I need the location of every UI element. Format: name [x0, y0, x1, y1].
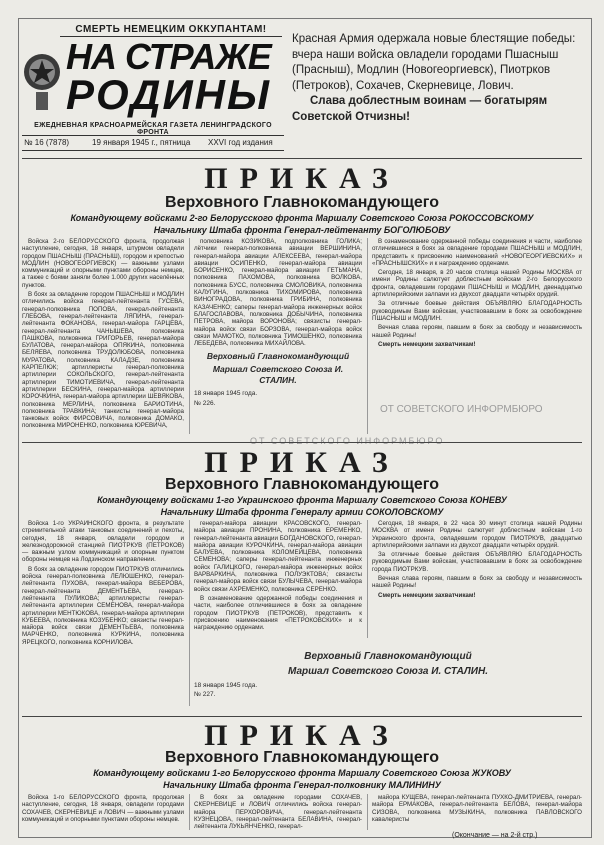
order-1-addressee: Командующему войсками 2-го Белорусского фронта Маршалу Советского Союза РОКОССОВСКОМУ — [70, 213, 534, 223]
rule-order-1 — [22, 158, 582, 159]
paragraph: полковника КОЗИКОВА, подполковника ГОЛИКА; лётчики генерал-полковника авиации ВЕРШИНИНА, генерал-майора авиации АЛЕКСЕЕВА, генерал-майора авиации ОСИПЕНКО, генерал-майора авиации БОРИСЕНКО, генерал-майора авиации ГЕТЬМАНА, полковника ПАХОМОВА, полковника ВОЛКОВА, полковника БУСС, полковника СМОЛОВИКА, полковника КАЛУГИНА, полковника ТИХОМИРОВА, полковника ВИНОГРАДОВА, полковника ГРИБИНА, полковника КАЗАЧЕНКО; саперы генерал-майора инженерных войск БЛАГОСЛАВОВА, полковника ДОБЫЧИНА, полковника ПЕТРОВА, майора ВОРОНОВА; связисты генерал-майора войск связи БОРЗОВА, генерал-майора войск связи МАМОТКО, полковника ТИМОШЕНКО, полковника ЛЕБЕДЕВА, полковника МИХАЙЛОВА. — [194, 238, 362, 348]
news-paragraph-2: Слава доблестным воинам — богатырям Советской Отчизны! — [292, 95, 548, 123]
order-date: 18 января 1945 года. — [194, 682, 258, 689]
order-2-column-2 — [194, 520, 362, 640]
order-3-addressee: Командующему войсками 1-го Белорусского фронта Маршалу Советского Союза ЖУКОВУ — [93, 768, 511, 778]
order-2-title: ПРИКАЗ — [204, 446, 400, 479]
paragraph: Смерть немецким захватчикам! — [378, 340, 476, 348]
paragraph: В ознаменование одержанной победы соединения и части, наиболее отличившиеся в боях за овладение городом ПИОТРКУВ (ПЕТРОКОВ), представить к присвоению наименования «ПЕТРОКОВСКИХ» и к награждению орденами. — [194, 594, 362, 632]
order-number: № 227. — [194, 691, 216, 699]
slogan: СМЕРТЬ НЕМЕЦКИМ ОККУПАНТАМ! — [60, 24, 282, 37]
order-2-column-3 — [372, 520, 582, 640]
paragraph: В боях за овладение городом ПИОТРКУВ отличились войска генерал-полковника ЛЕЛЮШЕНКО, генерал-лейтенанта ПУХОВА, генерал-майора ВЕБЕРОВА, генерал-лейтенанта ДЕМЕНТЬЕВА, генерал-лейтенанта ПУЛИКОВА; артиллеристы генерал-лейтенанта артиллерии СЕМЕНОВА, генерал-майора артиллерии МЕНТЮКОВА, генерал-майора артиллерии КУБЕЕВА, полковника КОЗУБЕНКО; связисты генерал-майора войск связи ДЕМЕНТЬЕВА, полковника МАРЧЕНКО, полковника КУРКИНА, полковника ЯРЕЦКОГО, полковника КОРНИЛОВА. — [22, 565, 184, 646]
paragraph: Смерть немецким захватчикам! — [378, 591, 476, 599]
paragraph: За отличные боевые действия ОБЪЯВЛЯЮ БЛАГОДАРНОСТЬ руководимым Вами войскам, участвовавшим в боях за освобождение ПШАСНЫШ и МОДЛИН. — [372, 300, 582, 322]
paragraph: майора КУЩЕВА, генерал-лейтенанта ПУХКО-ДМИТРИЕВА, генерал-майора ЕРМАКОВА, генерал-лейтенанта БЕЛОВА, генерал-майора СИЗОВА, полковника МУЗЫКИНА, полковника ПАВЛОВСКОГО кавалеристы — [372, 794, 582, 823]
rule-order-2 — [22, 442, 582, 443]
news-paragraph-1: Красная Армия одержала новые блестящие победы: вчера наши войска овладели городами Пшасныш (Прасныш), Модлин (Новогеоргиевск), Пиотрков (Петроков), Сохачев, Скерневице, Лович. — [292, 33, 576, 92]
order-2-chief: Начальнику Штаба фронта Генералу армии СОКОЛОВСКОМУ — [160, 507, 444, 517]
column-separator — [189, 520, 190, 706]
column-separator — [367, 794, 368, 830]
column-separator — [189, 794, 190, 830]
masthead-subtitle: ЕЖЕДНЕВНАЯ КРАСНОАРМЕЙСКАЯ ГАЗЕТА ЛЕНИНГРАДСКОГО ФРОНТА — [34, 122, 272, 136]
masthead-line2: РОДИНЫ — [66, 71, 271, 118]
masthead-line1: НА СТРАЖЕ — [66, 36, 271, 77]
column-separator — [189, 238, 190, 434]
order-2-subtitle: Верховного Главнокомандующего — [165, 476, 439, 493]
order-1-column-2 — [194, 238, 362, 438]
continued-note: (Окончание — на 2-й стр.) — [452, 832, 538, 839]
paragraph: В боях за овладение городом ПШАСНЫШ и МОДЛИН отличились войска генерал-лейтенанта ГУСЕВА, генерал-полковника ПОПОВА, генерал-лейтенанта ГЛЕБОВА, генерал-лейтенанта ЛЯПИНА, генерал-лейтенанта ФОКАНОВА, генерал-майора ГАРЦЕВА, генерал-лейтенанта ЧАНЫШЕВА, полковника ПАШКОВА, полковника ГРИГОРЬЕВ, генерал-майора БУЛАТОВА, генерал-майора ОПЯКИНА, полковника БЕЛЯЕВА, полковника ТРУДОЛЮБОВА, полковника МУРАТОВА, полковника КАЛАДЗЕ, полковника КАРПЕЛЮК; артиллеристы генерал-полковника артиллерии СОКОЛЬСКОГО, генерал-лейтенанта артиллерии ТИМОТИЕВИЧА, генерал-лейтенанта артиллерии БЕСКИНА, генерал-майора артиллерии КОРОЧКИНА, генерал-майора артиллерии ШЕВЯКОВА, полковника МЕРЛИНА, полковника БАРИОТИНА, полковника ТРАВКИНА; танкисты генерал-майора танковых войск ФИРСОВИЧА, полковника ДОМАКО, полковника МИРОНЕНКО, полковника ЮРЕВИЧА, — [22, 291, 184, 430]
signature-name: Маршал Советского Союза И. СТАЛИН. — [288, 666, 488, 677]
order-2-column-1 — [22, 520, 184, 710]
signature-title: Верховный Главнокомандующий — [304, 651, 472, 662]
paragraph: Сегодня, 18 января, в 20 часов столица нашей Родины МОСКВА от имени Родины салютует доблестным войскам 2-го Белорусского фронта, овладевшим городами ПШАСНЫШ и МОДЛИН, двенадцатью артиллерийскими залпами из двухсот двадцати четырёх орудий. — [372, 269, 582, 299]
paragraph: Войска 2-го БЕЛОРУССКОГО фронта, продолжая наступление, сегодня, 18 января, штурмом овладели городом ПШАСНЫШ (ПРАСНЫШ), городом и крепостью МОДЛИН (НОВОГЕОРГИЕВСК) — важными узлами коммуникаций и опорными пунктами обороны немцев, а также с боями заняли более 1.000 других населённых пунктов. — [22, 238, 184, 289]
paragraph: Вечная слава героям, павшим в боях за свободу и независимость нашей Родины! — [372, 324, 582, 339]
order-3-title: ПРИКАЗ — [204, 719, 400, 752]
order-3-column-2 — [194, 794, 362, 830]
paragraph: В ознаменование одержанной победы соединения и части, наиболее отличившиеся в боях за овладение городами ПШАСНЫШ и МОДЛИН, представить к присвоению наименований «НОВОГЕОРГИЕВСКИХ» и «ПРАСНЫШСКИХ» и к награждению орденами. — [372, 238, 582, 267]
signature-title: Верховный Главнокомандующий — [206, 351, 350, 362]
issue-date: 19 января 1945 г., пятница — [92, 138, 191, 147]
issue-number: № 16 (7878) — [24, 138, 70, 147]
order-3-subtitle: Верховного Главнокомандующего — [165, 749, 439, 766]
rule-order-3 — [22, 716, 582, 717]
order-3-column-1 — [22, 794, 184, 830]
paragraph: Вечная слава героям, павшим в боях за свободу и независимость нашей Родины! — [372, 575, 582, 590]
paragraph: Войска 1-го УКРАИНСКОГО фронта, в результате стремительной атаки танковых соединений и пехоты, сегодня, 18 января, овладели городом и железнодорожной станцией ПИОТРКУВ (ПЕТРОКОВ) — важным узлом коммуникаций и опорным пунктом обороны немцев на Лодзинском направлении. — [22, 520, 184, 564]
column-separator — [367, 520, 368, 638]
order-3-chief: Начальнику Штаба фронта Генерал-полковнику МАЛИНИНУ — [163, 780, 441, 790]
order-date: 18 января 1945 года. — [194, 390, 258, 398]
order-2-addressee: Командующему войсками 1-го Украинского фронта Маршалу Советского Союза КОНЕВУ — [97, 495, 507, 505]
bleed-through-text: ОТ СОВЕТСКОГО ИНФОРМБЮРО — [380, 404, 543, 415]
paragraph: генерал-майора авиации КРАСОВСКОГО, генерал-майора авиации ПРОНИНА, полковника ЕРЕМЕНКО, генерал-лейтенанта авиации БОГДАНОВСКОГО, генерал-майора авиации КУРОЧКИНА, генерал-майора авиации БАЛУЕВА, полковника КОЛОМЕЙЦЕВА, полковника СЕМЕНОВА; саперы генерал-лейтенанта инженерных войск ГАЛИЦКОГО, генерал-майора инженерных войск ВАРВАРКИНА, полковника ПОЛУЭКТОВА; связисты генерал-майора войск связи БУЛЫЧЕВА, генерал-майора войск связи АХРЕМЕНКО, полковника СЕРЕНКО. — [194, 520, 362, 593]
paragraph: Войска 1-го БЕЛОРУССКОГО фронта, продолжая наступление, сегодня, 18 января, овладели городами СОХАЧЕВ, СКЕРНЕВИЦЕ и ЛОВИЧ — важными узлами коммуникаций и опорными пунктами обороны немцев. — [22, 794, 184, 823]
order-number: № 226. — [194, 399, 216, 407]
issue-year: XXVI год издания — [208, 138, 273, 147]
paragraph: Сегодня, 18 января, в 22 часа 30 минут столица нашей Родины МОСКВА от имени Родины салютует доблестным войскам 1-го Украинского фронта, овладевшим городом ПИОТРКУВ, двадцатью артиллерийскими залпами из двухсот двадцати четырёх орудий. — [372, 520, 582, 549]
order-1-column-1 — [22, 238, 184, 438]
order-1-title: ПРИКАЗ — [204, 162, 400, 195]
paragraph: За отличные боевые действия ОБЪЯВЛЯЮ БЛАГОДАРНОСТЬ руководимым Вами войскам, участвовавшим в боях за освобождение города ПИОТРКУВ. — [372, 551, 582, 573]
order-1-chief: Начальнику Штаба фронта Генерал-лейтенанту БОГОЛЮБОВУ — [153, 225, 451, 235]
news-headline — [292, 32, 582, 126]
bleed-through-text: ОТ СОВЕТСКОГО ИНФОРМБЮРО — [250, 436, 445, 446]
order-1-subtitle: Верховного Главнокомандующего — [165, 194, 439, 211]
order-emblem-icon — [22, 38, 62, 116]
order-3-column-3 — [372, 794, 582, 830]
column-separator — [367, 238, 368, 434]
issue-meta-bar — [22, 135, 284, 151]
masthead — [66, 36, 271, 118]
signature-name: Маршал Советского Союза И. СТАЛИН. — [212, 364, 344, 386]
order-1-column-3 — [372, 238, 582, 400]
order-2-signature-block — [194, 646, 582, 708]
paragraph: В боях за овладение городами СОХАЧЕВ, СКЕРНЕВИЦЕ и ЛОВИЧ отличились войска генерал-майора ПЕРХОРОВИЧА, генерал-лейтенанта КУЗНЕЦОВА, генерал-лейтенанта БЕЛАВИНА, генерал-лейтенанта ЛУКЬЯНЧЕНКО, генерал- — [194, 794, 362, 830]
